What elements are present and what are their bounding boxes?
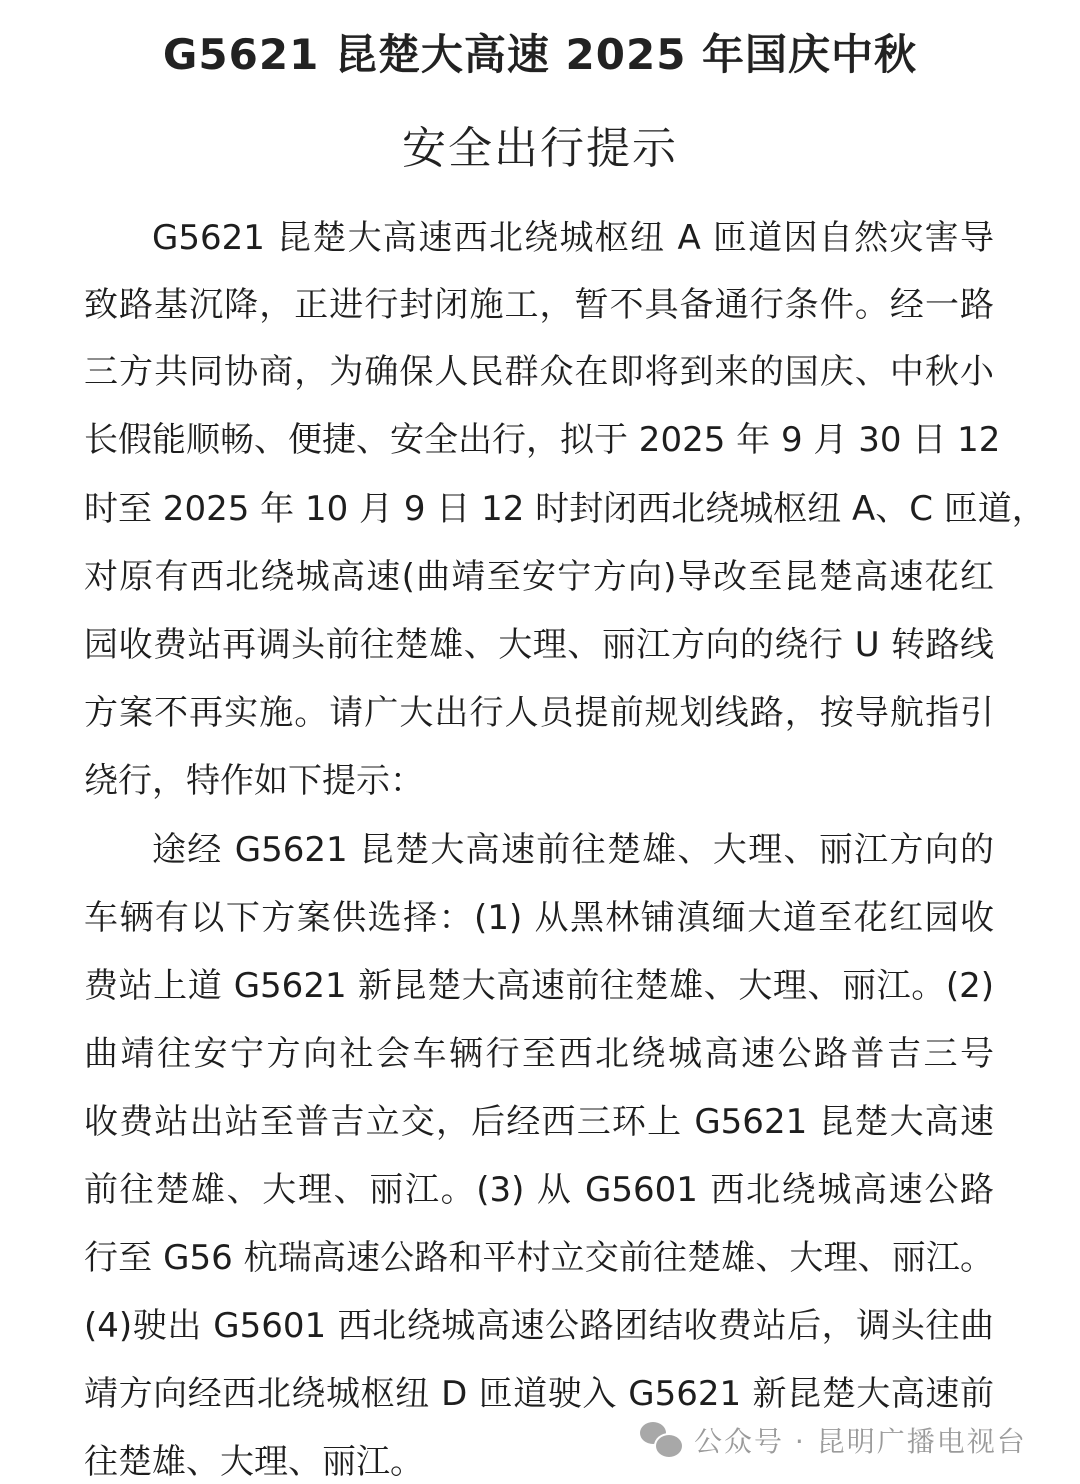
text-line: 园收费站再调头前往楚雄、大理、丽江方向的绕行 U 转路线 xyxy=(84,625,994,665)
watermark xyxy=(640,1418,1027,1462)
text-line: 往楚雄、大理、丽江。 xyxy=(84,1442,424,1482)
document-title: G5621 昆楚大高速 2025 年国庆中秋 xyxy=(162,30,918,79)
text-line: 绕行，特作如下提示： xyxy=(84,761,424,801)
text-line: 车辆有以下方案供选择：(1) 从黑林铺滇缅大道至花红园收 xyxy=(84,898,994,938)
text-line: 靖方向经西北绕城枢纽 D 匝道驶入 G5621 新昆楚大高速前 xyxy=(84,1374,994,1414)
text-line: 费站上道 G5621 新昆楚大高速前往楚雄、大理、丽江。(2) xyxy=(84,966,994,1006)
text-line: G5621 昆楚大高速西北绕城枢纽 A 匝道因自然灾害导 xyxy=(152,218,994,258)
watermark-text: 公众号 · 昆明广播电视台 xyxy=(694,1425,1027,1458)
text-line: 前往楚雄、大理、丽江。(3) 从 G5601 西北绕城高速公路 xyxy=(84,1170,994,1210)
text-line: (4)驶出 G5601 西北绕城高速公路团结收费站后，调头往曲 xyxy=(84,1306,994,1346)
text-line: 曲靖往安宁方向社会车辆行至西北绕城高速公路普吉三号 xyxy=(84,1034,994,1074)
text-line: 长假能顺畅、便捷、安全出行，拟于 2025 年 9 月 30 日 12 xyxy=(84,420,1001,460)
text-line: 收费站出站至普吉立交，后经西三环上 G5621 昆楚大高速 xyxy=(84,1102,994,1142)
text-line: 途经 G5621 昆楚大高速前往楚雄、大理、丽江方向的 xyxy=(152,830,994,870)
text-line: 时至 2025 年 10 月 9 日 12 时封闭西北绕城枢纽 A、C 匝道， xyxy=(84,489,1046,529)
text-line: 对原有西北绕城高速(曲靖至安宁方向)导改至昆楚高速花红 xyxy=(84,557,994,597)
text-line: 三方共同协商，为确保人民群众在即将到来的国庆、中秋小 xyxy=(84,352,994,392)
text-line: 致路基沉降，正进行封闭施工，暂不具备通行条件。经一路 xyxy=(84,285,994,325)
document-subtitle: 安全出行提示 xyxy=(402,123,678,174)
text-line: 方案不再实施。请广大出行人员提前规划线路，按导航指引 xyxy=(84,693,994,733)
text-line: 行至 G56 杭瑞高速公路和平村立交前往楚雄、大理、丽江。 xyxy=(84,1238,994,1278)
wechat-icon xyxy=(640,1420,684,1460)
